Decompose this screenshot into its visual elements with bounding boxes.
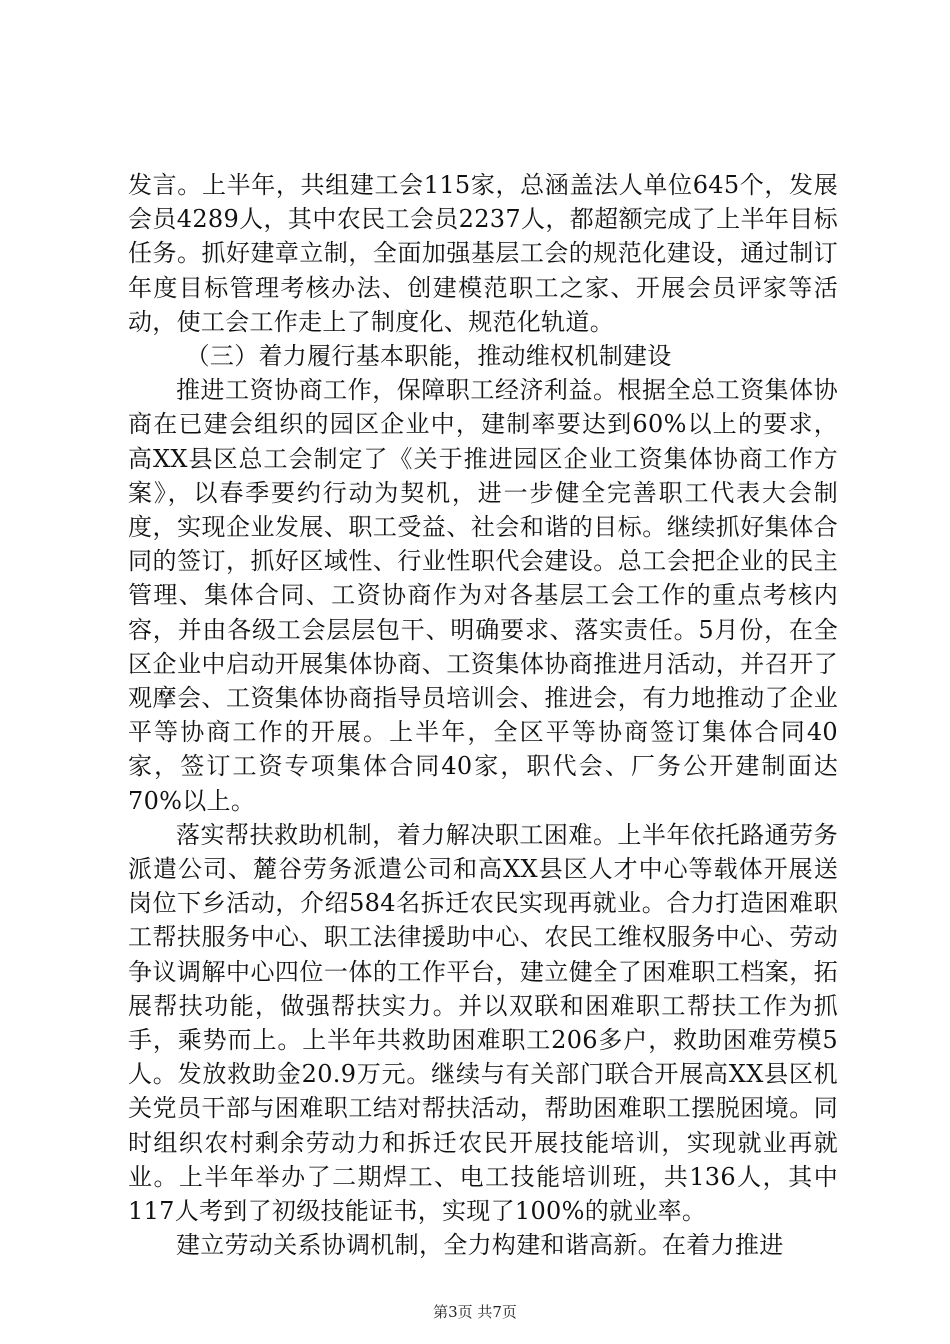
page-number-footer: 第3页 共7页 xyxy=(433,1303,517,1321)
paragraph-labor-relations: 建立劳动关系协调机制，全力构建和谐高新。在着力推进 xyxy=(176,1231,784,1260)
paragraph-wage-negotiation: 推进工资协商工作，保障职工经济利益。根据全总工资集体协商在已建会组织的园区企业中，建制率要达到60%以上的要求，高XX县区总工会制定了《关于推进园区企业工资集体协商工作方案》，以春季要约行动为契机，进一步健全完善职工代表大会制度，实现企业发展、职工受益、社会和谐的目标。继续抓好集体合同的签订，抓好区域性、行业性职代会建设。总工会把企业的民主管理、集体合同、工资协商作为对各基层工会工作的重点考核内容，并由各级工会层层包干、明确要求、落实责任。5月份，在全区企业中启动开展集体协商、工资集体协商推进月活动，并召开了观摩会、工资集体协商指导员培训会、推进会，有力地推动了企业平等协商工作的开展。上半年，全区平等协商签订集体合同40家，签订工资专项集体合同40家，职代会、厂务公开建制面达70%以上。 xyxy=(128,376,838,815)
document-body xyxy=(128,168,838,1263)
section-heading: （三）着力履行基本职能，推动维权机制建设 xyxy=(185,342,672,371)
paragraph-continuation: 发言。上半年，共组建工会115家，总涵盖法人单位645个，发展会员4289人，其中农民工会员2237人，都超额完成了上半年目标任务。抓好建章立制，全面加强基层工会的规范化建设，通过制订年度目标管理考核办法、创建模范职工之家、开展会员评家等活动，使工会工作走上了制度化、规范化轨道。 xyxy=(128,171,838,336)
paragraph-assistance-mechanism: 落实帮扶救助机制，着力解决职工困难。上半年依托路通劳务派遣公司、麓谷劳务派遣公司和高XX县区人才中心等载体开展送岗位下乡活动，介绍584名拆迁农民实现再就业。合力打造困难职工帮扶服务中心、职工法律援助中心、农民工维权服务中心、劳动争议调解中心四位一体的工作平台，建立健全了困难职工档案，拓展帮扶功能，做强帮扶实力。并以双联和困难职工帮扶工作为抓手，乘势而上。上半年共救助困难职工206多户，救助困难劳模5人。发放救助金20.9万元。继续与有关部门联合开展高XX县区机关党员干部与困难职工结对帮扶活动，帮助困难职工摆脱困境。同时组织农村剩余劳动力和拆迁农民开展技能培训，实现就业再就业。上半年举办了二期焊工、电工技能培训班，共136人，其中117人考到了初级技能证书，实现了100%的就业率。 xyxy=(128,820,838,1226)
